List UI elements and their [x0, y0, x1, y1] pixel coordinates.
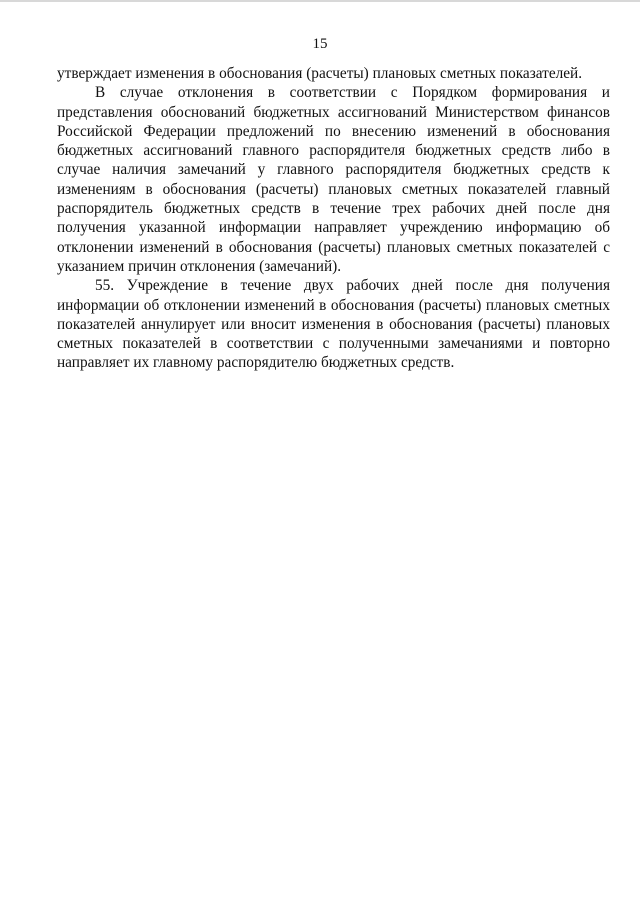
paragraph-continuation: утверждает изменения в обоснования (расчеты) плановых сметных показателей.: [57, 65, 583, 82]
scan-edge-line: [0, 0, 640, 2]
paragraph-clause-55: 55. Учреждение в течение двух рабочих дней после дня получения информации об отклонении изменений в обоснования (расчеты) плановых сметных показателей аннулирует или вносит изменения в обоснования (расчеты) плановых сметных показателей в соответствии с полученными замечаниями и повторно направляет их главному распорядителю бюджетных средств.: [57, 277, 610, 372]
page-number: 15: [312, 36, 328, 52]
paragraph-deviation-case: В случае отклонения в соответствии с Порядком формирования и представления обоснований бюджетных ассигнований Министерством финансов Российской Федерации предложений по внесению изменений в обоснования бюджетных ассигнований главного распорядителя бюджетных средств либо в случае наличия замечаний у главного распорядителя бюджетных средств к изменениям в обоснования (расчеты) плановых сметных показателей главный распорядитель бюджетных средств в течение трех рабочих дней после дня получения указанной информации направляет учреждению информацию об отклонении изменений в обоснования (расчеты) плановых сметных показателей с указанием причин отклонения (замечаний).: [57, 84, 610, 275]
document-body: [57, 64, 610, 373]
